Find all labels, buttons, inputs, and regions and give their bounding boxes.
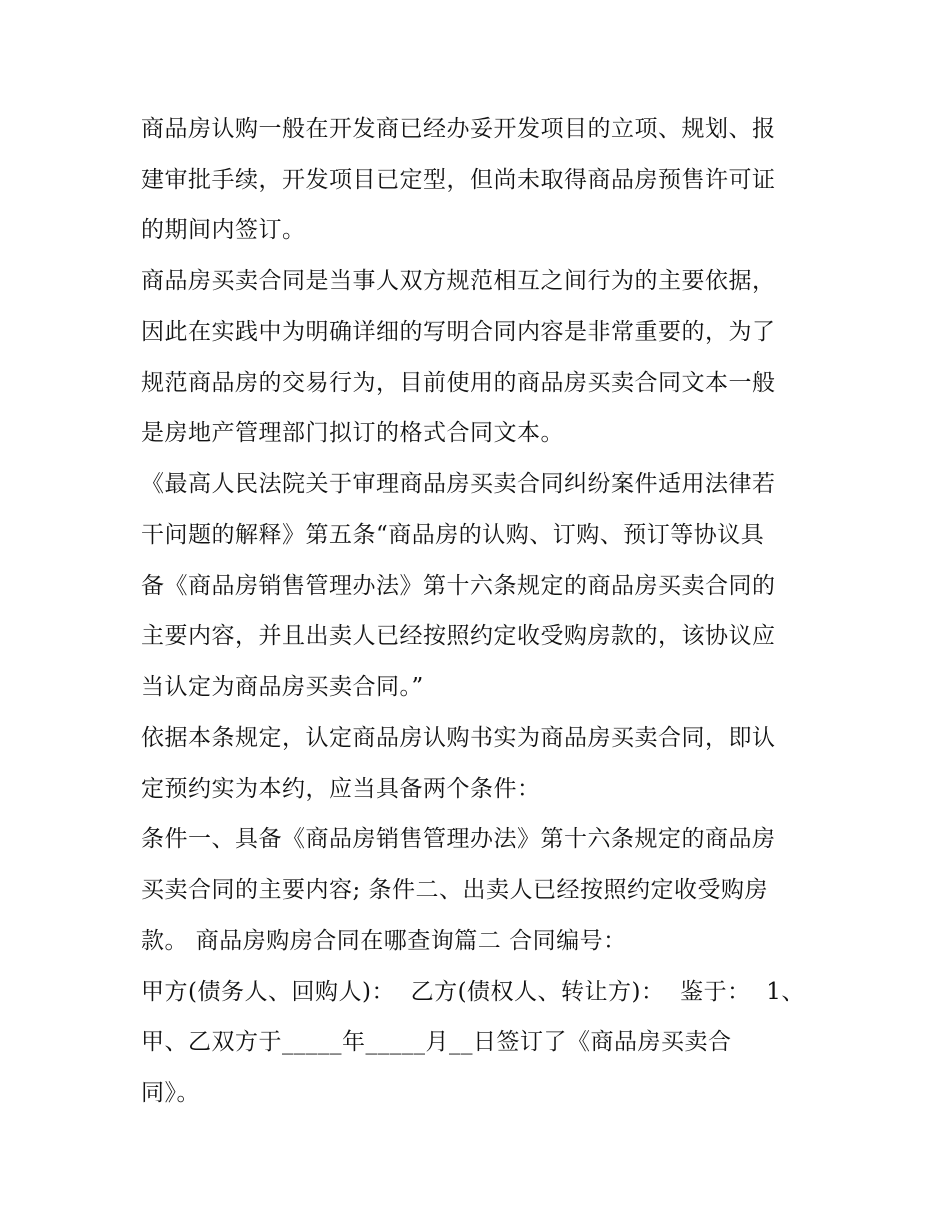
text-line-12: 当认定为商品房买卖合同。” bbox=[141, 674, 424, 700]
text-line-16: 买卖合同的主要内容; 条件二、出卖人已经按照约定收受购房 bbox=[141, 877, 769, 903]
text-line-15: 条件一、具备《商品房销售管理办法》第十六条规定的商品房 bbox=[141, 826, 776, 852]
text-line-18: 甲方(债务人、回购人)： 乙方(债权人、转让方)： 鉴于： 1、 bbox=[141, 979, 805, 1005]
text-line-11: 主要内容，并且出卖人已经按照约定收受购房款的，该协议应 bbox=[141, 623, 776, 649]
text-line-19: 甲、乙双方于_____年_____月__日签订了《商品房买卖合 bbox=[141, 1029, 732, 1055]
text-line-4: 商品房买卖合同是当事人双方规范相互之间行为的主要依据， bbox=[141, 268, 776, 294]
text-line-1: 商品房认购一般在开发商已经办妥开发项目的立项、规划、报 bbox=[141, 116, 776, 142]
text-line-20: 同》。 bbox=[141, 1080, 200, 1106]
text-line-14: 定预约实为本约，应当具备两个条件： bbox=[141, 776, 541, 802]
text-line-13: 依据本条规定，认定商品房认购书实为商品房买卖合同，即认 bbox=[141, 725, 776, 751]
text-line-6: 规范商品房的交易行为，目前使用的商品房买卖合同文本一般 bbox=[141, 370, 776, 396]
text-line-17: 款。 商品房购房合同在哪查询篇二 合同编号： bbox=[141, 928, 627, 954]
text-line-10: 备《商品房销售管理办法》第十六条规定的商品房买卖合同的 bbox=[141, 573, 776, 599]
text-line-7: 是房地产管理部门拟订的格式合同文本。 bbox=[141, 420, 564, 446]
text-line-8: 《最高人民法院关于审理商品房买卖合同纠纷案件适用法律若 bbox=[141, 471, 776, 497]
text-line-5: 因此在实践中为明确详细的写明合同内容是非常重要的，为了 bbox=[141, 319, 776, 345]
text-line-3: 的期间内签订。 bbox=[141, 217, 306, 243]
text-line-9: 干问题的解释》第五条“商品房的认购、订购、预订等协议具 bbox=[141, 522, 765, 548]
text-line-2: 建审批手续，开发项目已定型，但尚未取得商品房预售许可证 bbox=[141, 167, 776, 193]
